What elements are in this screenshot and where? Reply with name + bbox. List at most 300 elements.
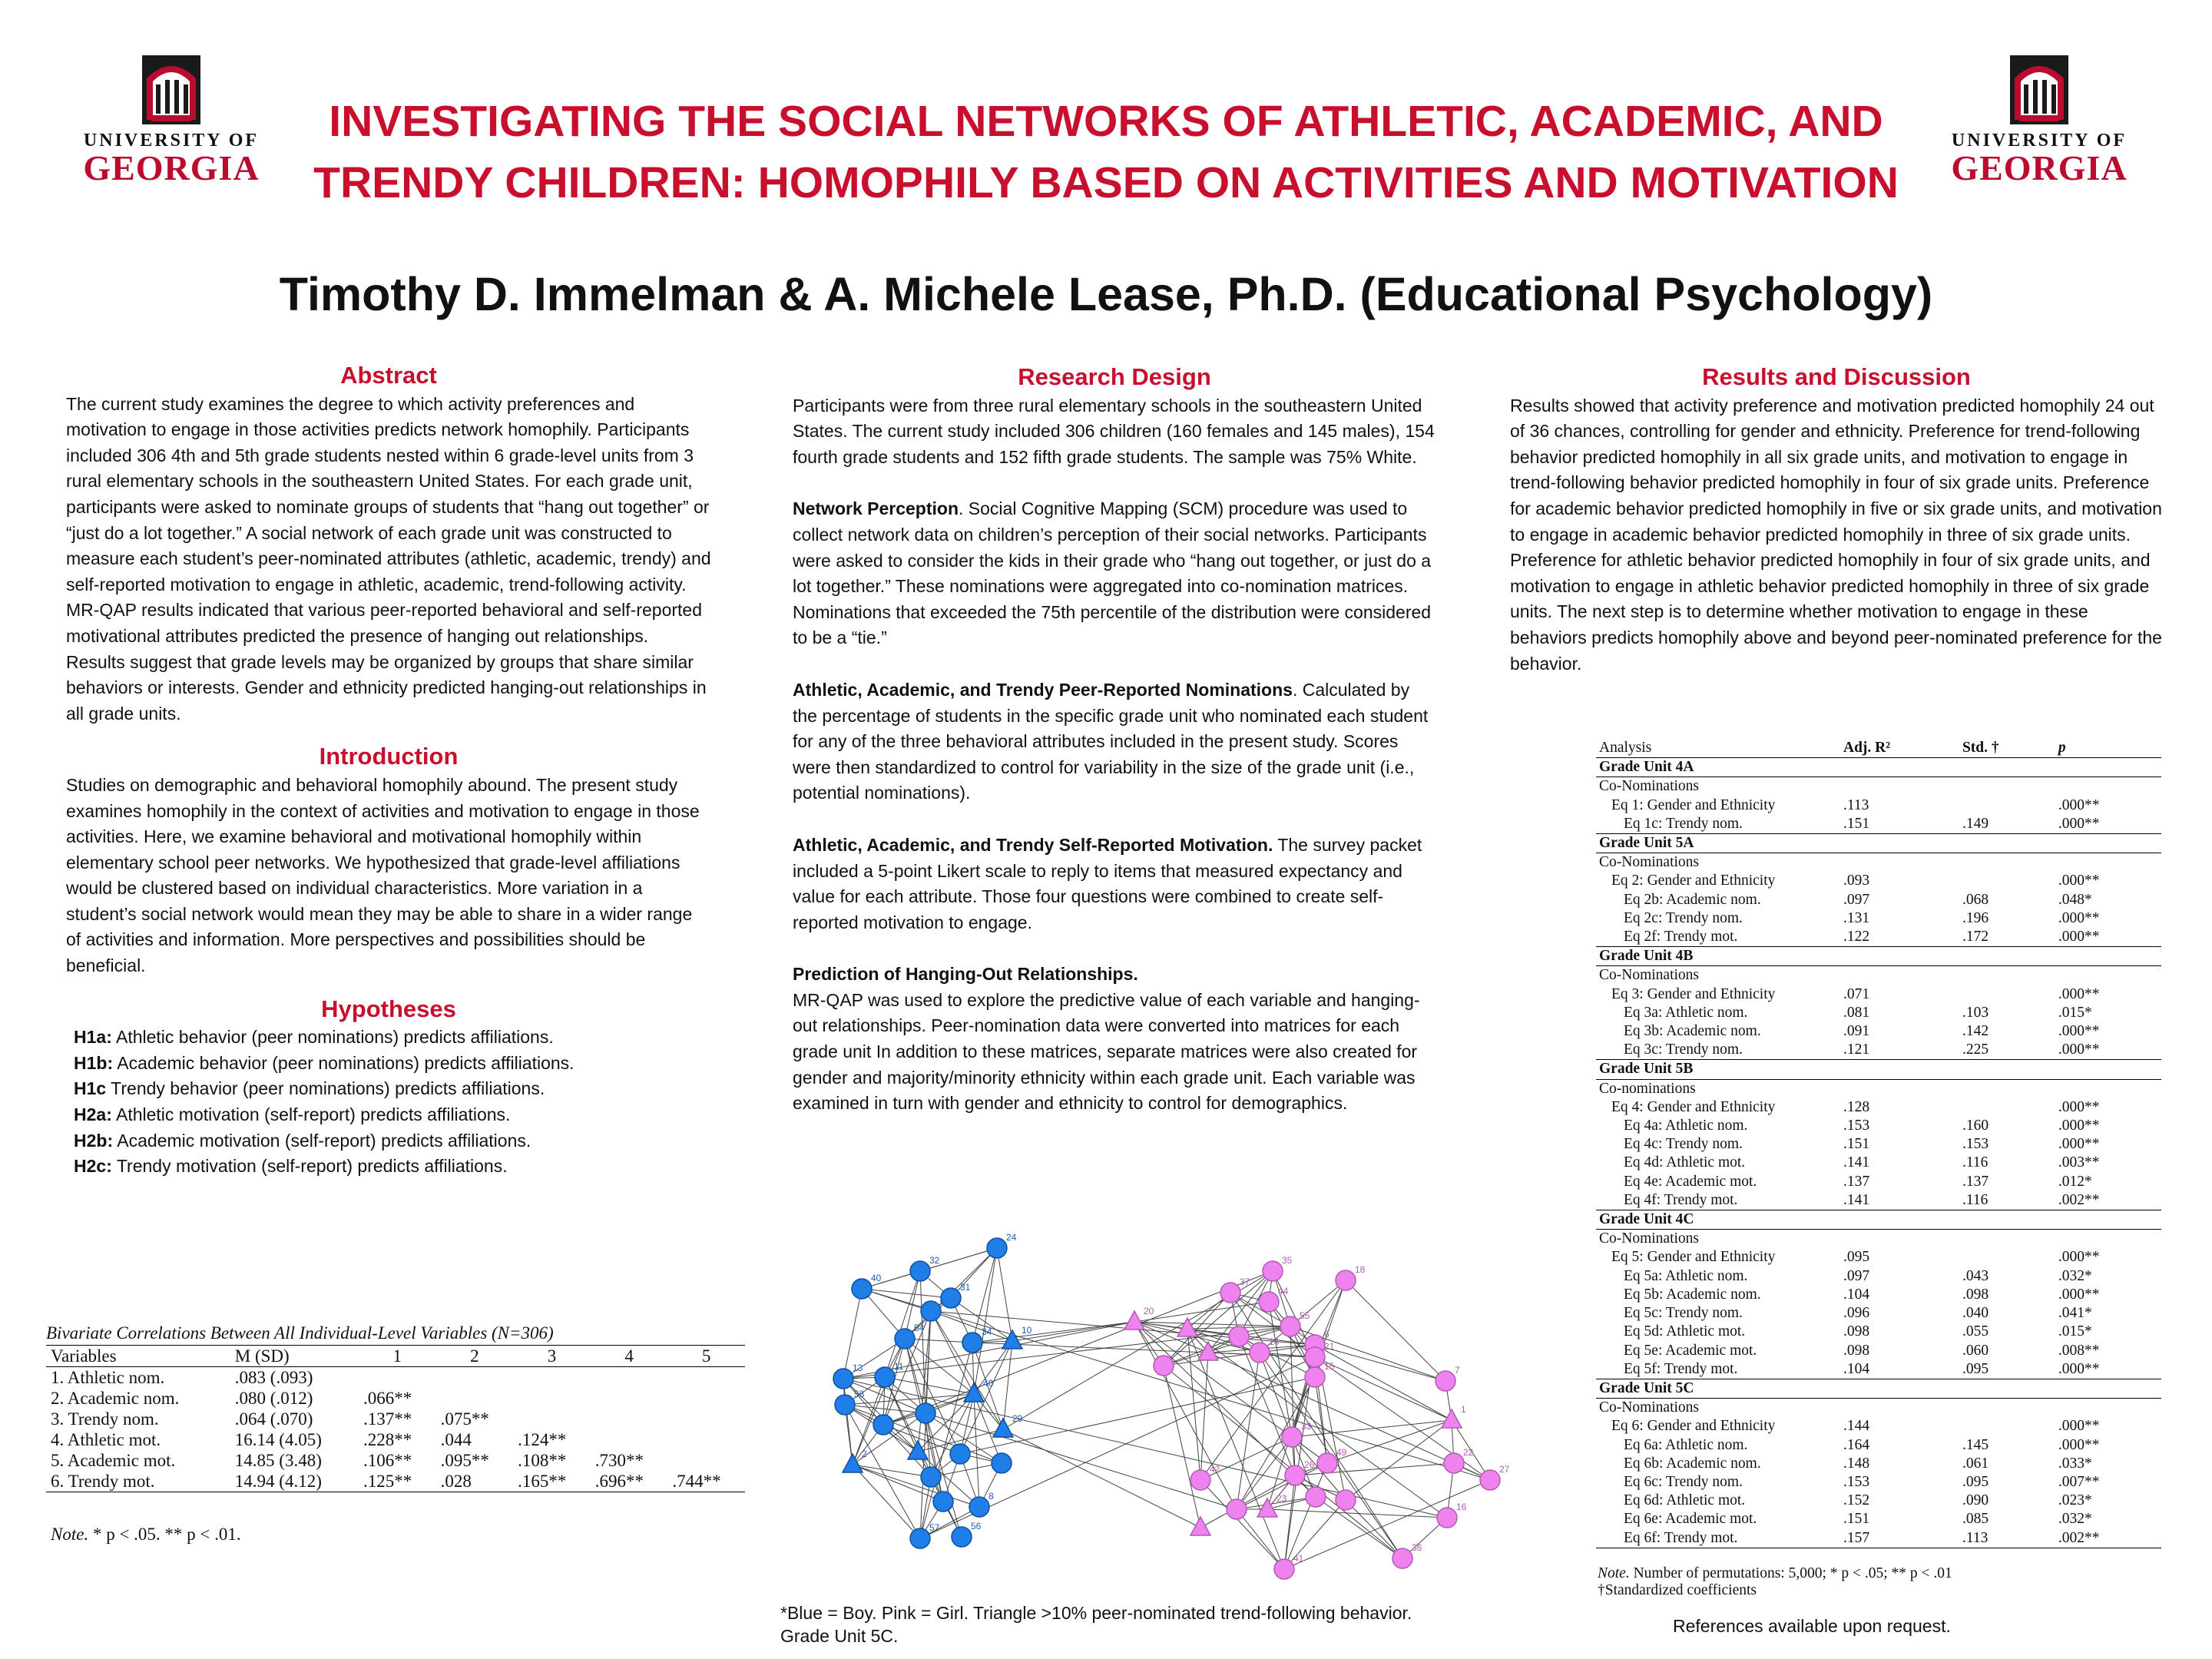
results-cell (1959, 1417, 2055, 1435)
node-label: 10 (1022, 1325, 1032, 1336)
hypothesis-text: Academic behavior (peer nominations) predicts affiliations. (113, 1052, 575, 1073)
hypothesis-label: H1c (74, 1078, 107, 1099)
network-edge (920, 1271, 926, 1413)
bivariate-cell: 6. Trendy mot. (51, 1472, 155, 1491)
results-cell: .098 (1843, 1323, 1870, 1340)
bivariate-row (46, 1409, 745, 1429)
results-row (1596, 1173, 2161, 1191)
introduction-text: Studies on demographic and behavioral homophily abound. The present study examines homophily in the context of activities and motivation to engage in those activities. Here, we examine behavioral and motivational homophily within elementary school peer networks. We hypothesized that grade-level affiliations would be clustered based on individual characteristics. More variation in a student’s social network would mean they may be able to share in a wider range of activities and information. More perspectives and possibilities should be beneficial. (66, 774, 700, 976)
hypothesis-label: H2b: (74, 1130, 114, 1151)
results-cell: Eq 5f: Trendy mot. (1624, 1360, 1738, 1377)
results-cell: .012* (2058, 1173, 2092, 1190)
authors: Timothy D. Immelman & A. Michele Lease, Ph.D. (Educational Psychology) (279, 268, 1933, 320)
results-cell: .055 (1962, 1323, 1989, 1340)
node-label: 26 (1304, 1459, 1315, 1470)
bivariate-cell: .228** (363, 1430, 412, 1449)
bivariate-cell (667, 1450, 745, 1471)
block-heading: Athletic, Academic, and Trendy Peer-Reported Nominations (793, 679, 1293, 700)
results-cell: .196 (1962, 909, 1989, 926)
bivariate-row (46, 1429, 745, 1450)
results-cell: Eq 3a: Athletic nom. (1624, 1004, 1748, 1021)
bivariate-cell: 16.14 (4.05) (234, 1430, 322, 1449)
bivariate-cell: 2. Academic nom. (51, 1389, 180, 1408)
boy-node (950, 1444, 970, 1464)
results-cell: .151 (1843, 1136, 1870, 1153)
introduction-heading: Introduction (319, 743, 459, 770)
results-cell: Eq 2: Gender and Ethnicity (1611, 873, 1776, 889)
girl-node (1317, 1453, 1337, 1473)
logo-line1: UNIVERSITY OF (1951, 131, 2128, 151)
results-cell: Eq 5d: Athletic mot. (1624, 1323, 1746, 1340)
girl-node (1442, 1409, 1462, 1428)
logo-line2: GEORGIA (1951, 148, 2128, 187)
bivariate-cell: .165** (518, 1472, 567, 1491)
title-line-1: INVESTIGATING THE SOCIAL NETWORKS OF ATHLETIC, ACADEMIC, AND (329, 97, 1883, 146)
node-label: 35 (1282, 1255, 1293, 1266)
results-cell: Eq 1: Gender and Ethnicity (1611, 796, 1776, 813)
results-row (1596, 1529, 2161, 1548)
boy-node (852, 1279, 872, 1299)
results-cell: Eq 2f: Trendy mot. (1624, 929, 1738, 945)
network-edge (1316, 1497, 1402, 1558)
bivariate-cell: 4. Athletic mot. (51, 1430, 161, 1449)
results-text: Results showed that activity preference and motivation predicted homophily 24 out of 36 chances, controlling for gender and ethnicity. Preference for trend-following behavior predicted homophily in all six grade units, and motivation to engage in trend-following behavior predicted homophily in four of six grade units. Preference for academic behavior predicted homophily in five or six grade units, and motivation to engage in academic behavior predicted homophily in three of six grade units. Preference for athletic behavior predicted homophily in four of six grade units, and motivation to engage in athletic behavior predicted homophily in three of six grade units. The next step is to determine whether motivation to engage in these behaviors predicts homophily above and beyond peer-nominated preference for the behavior. (1510, 395, 2162, 674)
results-row (1596, 1004, 2161, 1022)
results-group-name: Grade Unit 4B (1596, 947, 2161, 966)
results-cell: .093 (1843, 873, 1870, 889)
results-cell: .164 (1843, 1436, 1870, 1453)
results-sub-row (1596, 1399, 2161, 1418)
node-label: 24 (1006, 1232, 1017, 1243)
results-sub-name: Co-Nominations (1599, 854, 1699, 871)
girl-node (1437, 1508, 1457, 1528)
bivariate-row (46, 1367, 745, 1389)
hypothesis-text: Trendy behavior (peer nominations) predicts affiliations. (106, 1078, 545, 1099)
node-label: 44 (1278, 1286, 1289, 1296)
results-header: Analysis (1596, 739, 1840, 758)
results-sub-row (1596, 1079, 2161, 1098)
node-label: 21 (1324, 1341, 1335, 1352)
results-cell: Eq 6a: Athletic nom. (1624, 1436, 1748, 1453)
bivariate-cell: .075** (440, 1409, 489, 1429)
results-row (1596, 1041, 2161, 1060)
results-cell: Eq 3: Gender and Ethnicity (1611, 985, 1776, 1002)
results-cell: Eq 6d: Athletic mot. (1624, 1492, 1746, 1509)
node-label: 20 (1144, 1306, 1154, 1316)
bivariate-table (46, 1323, 745, 1492)
girl-node (1177, 1318, 1197, 1336)
girl-node (1305, 1367, 1325, 1387)
node-label: 22 (1463, 1447, 1474, 1458)
boy-node (921, 1301, 941, 1321)
results-cell: .148 (1843, 1455, 1870, 1472)
node-label: 14 (1269, 1336, 1280, 1347)
node-label: 58 (854, 1389, 865, 1399)
results-group-row (1596, 1210, 2161, 1230)
results-cell: .137 (1843, 1173, 1870, 1190)
results-cell: Eq 4f: Trendy mot. (1624, 1191, 1738, 1208)
results-cell: .000** (2058, 1041, 2100, 1058)
results-row (1596, 1510, 2161, 1528)
bivariate-cell: .744** (672, 1472, 721, 1491)
network-edge (1315, 1377, 1327, 1463)
bivariate-row (46, 1471, 745, 1492)
boy-node (910, 1528, 930, 1548)
bivariate-note (51, 1525, 241, 1545)
results-row (1596, 1455, 2161, 1473)
girl-node (1259, 1292, 1279, 1312)
results-cell: .153 (1962, 1136, 1989, 1153)
girl-node (1480, 1470, 1500, 1490)
girl-node (1274, 1559, 1294, 1579)
results-cell: Eq 6b: Academic nom. (1624, 1455, 1761, 1472)
hypotheses-heading: Hypotheses (321, 995, 456, 1022)
bivariate-cell: 14.94 (4.12) (234, 1472, 322, 1491)
results-group-row (1596, 834, 2161, 853)
results-cell: Eq 4: Gender and Ethnicity (1611, 1098, 1776, 1115)
node-label: 36 (1412, 1542, 1422, 1553)
boy-node (835, 1395, 855, 1415)
results-sub-name: Co-Nominations (1599, 1399, 1699, 1416)
results-cell: .000** (2058, 1118, 2100, 1134)
boy-node (987, 1238, 1007, 1258)
network-edge (1200, 1480, 1284, 1569)
bivariate-cell: .124** (518, 1430, 567, 1449)
hypothesis-item (74, 1102, 711, 1128)
boy-node (910, 1261, 930, 1281)
block-heading: Network Perception (793, 498, 959, 519)
results-cell (1959, 985, 2055, 1004)
results-cell: .000** (2058, 929, 2100, 945)
boy-node (833, 1369, 853, 1389)
bivariate-cell (591, 1429, 668, 1450)
bivariate-cell (667, 1429, 745, 1450)
network-edge (972, 1322, 1134, 1343)
network-caption-line1: *Blue = Boy. Pink = Girl. Triangle >10% peer-nominated trend-following behavior. (780, 1603, 1412, 1623)
hypothesis-label: H2c: (74, 1156, 112, 1177)
results-cell: .000** (2058, 1436, 2100, 1453)
network-edge (853, 1465, 931, 1477)
bivariate-cell: .095** (440, 1451, 489, 1470)
research-design-intro: Participants were from three rural elementary schools in the southeastern United States. The current study included 306 children (160 females and 145 males), 154 fourth grade students and 152 fifth grade students. The sample was 75% White. (793, 395, 1435, 467)
network-edge (1346, 1420, 1452, 1500)
network-edge (1346, 1280, 1445, 1381)
results-cell: .144 (1843, 1418, 1870, 1435)
right-column (1510, 364, 2163, 677)
results-sub-row (1596, 1230, 2161, 1249)
network-edge (1134, 1322, 1237, 1509)
hypothesis-label: H2a: (74, 1104, 112, 1125)
results-sub-name: Co-Nominations (1599, 778, 1699, 795)
results-cell: .113 (1962, 1529, 1988, 1546)
bivariate-header: 2 (436, 1346, 514, 1367)
girl-node (1250, 1343, 1270, 1363)
results-cell: .000** (2058, 815, 2100, 832)
results-row (1596, 1154, 2161, 1172)
bivariate-note-text: * p < .05. ** p < .01. (88, 1525, 241, 1544)
bivariate-cell: .080 (.012) (234, 1389, 313, 1408)
results-row (1596, 1286, 2161, 1304)
hypothesis-text: Trendy motivation (self-report) predicts affiliations. (111, 1156, 508, 1177)
results-cell: .116 (1962, 1154, 1988, 1171)
boy-node (941, 1288, 961, 1308)
results-group-name: Grade Unit 4A (1596, 758, 2161, 777)
bivariate-row (46, 1450, 745, 1471)
node-label: 8 (988, 1491, 994, 1502)
bivariate-cell: .125** (363, 1472, 412, 1491)
boy-node (962, 1333, 982, 1353)
results-cell: .097 (1843, 891, 1870, 908)
results-cell: .122 (1843, 929, 1870, 945)
research-design-block (793, 833, 1436, 935)
results-cell: .061 (1962, 1455, 1989, 1472)
results-group-row (1596, 1379, 2161, 1398)
results-cell: .091 (1843, 1023, 1870, 1040)
node-label: 32 (929, 1255, 940, 1266)
results-header: p (2055, 739, 2161, 758)
results-cell: Eq 4d: Athletic mot. (1624, 1154, 1746, 1171)
results-cell: Eq 3b: Academic nom. (1624, 1023, 1761, 1040)
node-label: 46 (983, 1378, 994, 1389)
results-cell: .149 (1962, 815, 1989, 832)
block-heading: Athletic, Academic, and Trendy Self-Reported Motivation. (793, 834, 1273, 855)
results-sub-name: Co-nominations (1599, 1080, 1696, 1097)
arch-icon (142, 55, 200, 124)
node-label: 11 (894, 1361, 904, 1372)
bivariate-row (46, 1388, 745, 1409)
results-cell: .000** (2058, 1418, 2100, 1435)
node-label: 1 (1461, 1404, 1466, 1415)
network-edge (974, 1248, 997, 1394)
network-edge (1290, 1326, 1295, 1475)
results-table-note (1598, 1565, 1952, 1599)
results-cell: Eq 3c: Trendy nom. (1624, 1041, 1743, 1058)
node-label: 31 (960, 1282, 971, 1293)
bivariate-cell (591, 1409, 668, 1429)
network-edge (1346, 1500, 1402, 1558)
network-edge (1230, 1293, 1402, 1558)
results-row (1596, 1267, 2161, 1286)
results-cell: .048* (2058, 891, 2092, 908)
bivariate-cell (359, 1367, 436, 1389)
results-note-label: Note. (1598, 1565, 1630, 1581)
results-cell: .097 (1843, 1267, 1870, 1284)
node-label: 6 (1324, 1329, 1330, 1339)
results-cell: Eq 5: Gender and Ethnicity (1611, 1249, 1776, 1266)
results-row (1596, 1022, 2161, 1041)
results-cell: .040 (1962, 1305, 1989, 1322)
results-cell: .151 (1843, 1511, 1870, 1528)
node-label: 37 (1240, 1277, 1250, 1287)
results-cell: .090 (1962, 1492, 1989, 1509)
bivariate-cell: .696** (594, 1472, 644, 1491)
boy-node (895, 1329, 915, 1349)
node-label: 55 (1300, 1310, 1310, 1321)
results-cell: Eq 2c: Trendy nom. (1624, 909, 1743, 926)
results-cell: .007** (2058, 1473, 2100, 1490)
bivariate-cell: .108** (518, 1451, 567, 1470)
bivariate-cell (513, 1409, 591, 1429)
hypothesis-item (74, 1076, 711, 1102)
results-cell: Eq 5e: Academic mot. (1624, 1342, 1757, 1359)
girl-node (1305, 1347, 1325, 1367)
node-label: 49 (1336, 1447, 1347, 1458)
girl-node (1285, 1465, 1305, 1485)
girl-node (1282, 1427, 1302, 1447)
results-cell (1959, 872, 2055, 890)
results-row (1596, 928, 2161, 947)
results-table (1596, 739, 2161, 1548)
node-label: 42 (1210, 1464, 1220, 1475)
girl-node (1220, 1283, 1240, 1303)
results-row (1596, 1417, 2161, 1435)
boy-node (875, 1367, 895, 1387)
results-cell: .095 (1962, 1360, 1989, 1377)
results-header: Std. † (1959, 739, 2055, 758)
bivariate-caption: Bivariate Correlations Between All Individual-Level Variables (N=306) (46, 1323, 554, 1343)
network-edge (1003, 1429, 1200, 1528)
references-note: References available upon request. (1673, 1616, 1951, 1636)
node-label: 29 (1012, 1413, 1023, 1424)
results-cell (1959, 1248, 2055, 1267)
network-edge (1134, 1322, 1290, 1326)
results-cell: .098 (1962, 1286, 1989, 1303)
results-row (1596, 1191, 2161, 1210)
results-sub-row (1596, 853, 2161, 873)
results-group-name: Grade Unit 5A (1596, 834, 2161, 853)
boy-node (952, 1527, 972, 1547)
results-row (1596, 1342, 2161, 1360)
results-cell: .002** (2058, 1529, 2100, 1546)
results-heading: Results and Discussion (1702, 363, 1971, 390)
node-label: 33 (1301, 1421, 1312, 1432)
bivariate-cell (436, 1367, 514, 1389)
girl-node (1190, 1517, 1210, 1535)
results-row (1596, 1248, 2161, 1267)
bivariate-header: 3 (513, 1346, 591, 1367)
results-cell: .085 (1962, 1511, 1989, 1528)
girl-node (1280, 1316, 1300, 1336)
results-group-row (1596, 947, 2161, 966)
results-cell: .113 (1843, 796, 1869, 813)
results-sub-row (1596, 966, 2161, 985)
bivariate-cell (513, 1388, 591, 1409)
boy-node (921, 1467, 941, 1487)
results-cell: Eq 1c: Trendy nom. (1624, 815, 1743, 832)
node-label: 2 (862, 1449, 867, 1459)
network-edge (1003, 1341, 1012, 1429)
results-cell: .000** (2058, 1249, 2100, 1266)
node-label: 13 (853, 1363, 863, 1373)
results-cell: .000** (2058, 909, 2100, 926)
girl-node (1435, 1371, 1455, 1391)
research-design-block (793, 496, 1436, 651)
bivariate-cell: .106** (363, 1451, 412, 1470)
bivariate-cell: 1. Athletic nom. (51, 1368, 165, 1387)
research-design-heading: Research Design (1018, 363, 1211, 390)
results-cell: .023* (2058, 1492, 2092, 1509)
results-sub-name: Co-Nominations (1599, 1230, 1699, 1247)
block-heading: Prediction of Hanging-Out Relationships. (793, 964, 1138, 985)
results-row (1596, 1360, 2161, 1379)
results-cell: Eq 5a: Athletic nom. (1624, 1267, 1748, 1284)
bivariate-cell: .730** (594, 1451, 644, 1470)
results-cell: .103 (1962, 1004, 1989, 1021)
bivariate-cell (667, 1367, 745, 1389)
results-cell: .002** (2058, 1191, 2100, 1208)
boy-node (843, 1454, 863, 1472)
results-cell: Eq 4e: Academic mot. (1624, 1173, 1757, 1190)
bivariate-cell: .083 (.093) (234, 1368, 313, 1387)
results-cell (1959, 1098, 2055, 1117)
left-column (66, 363, 711, 1180)
bivariate-header: 5 (667, 1346, 745, 1367)
logo-line1: UNIVERSITY OF (83, 131, 260, 151)
results-group-name: Grade Unit 4C (1596, 1210, 2161, 1230)
bivariate-cell (667, 1409, 745, 1429)
results-cell: .098 (1843, 1342, 1870, 1359)
girl-node (1263, 1261, 1283, 1281)
results-note-2: †Standardized coefficients (1598, 1582, 1757, 1598)
results-cell: .000** (2058, 796, 2100, 813)
results-header: Adj. R² (1840, 739, 1959, 758)
hypothesis-text: Athletic motivation (self-report) predicts affiliations. (111, 1104, 511, 1125)
girl-node (1124, 1311, 1144, 1330)
network-caption-line2: Grade Unit 5C. (780, 1626, 899, 1646)
results-cell: .015* (2058, 1004, 2092, 1021)
network-edge (1134, 1302, 1269, 1322)
results-cell: .095 (1843, 1249, 1870, 1266)
network-edge (1315, 1345, 1445, 1381)
network-edge (1237, 1353, 1260, 1509)
arch-icon (2010, 55, 2068, 124)
results-group-row (1596, 1060, 2161, 1079)
results-row (1596, 1436, 2161, 1455)
results-cell: .137 (1962, 1173, 1989, 1190)
results-cell: Eq 6: Gender and Ethnicity (1611, 1418, 1776, 1435)
results-row (1596, 891, 2161, 909)
results-row (1596, 796, 2161, 815)
results-cell: .096 (1843, 1305, 1870, 1322)
results-cell: .152 (1843, 1492, 1870, 1509)
results-cell: .081 (1843, 1004, 1870, 1021)
results-cell: .116 (1962, 1191, 1988, 1208)
bivariate-cell (667, 1388, 745, 1409)
results-row (1596, 1117, 2161, 1135)
network-caption (780, 1601, 1412, 1647)
network-edge (1315, 1345, 1452, 1420)
hypothesis-label: H1a: (74, 1027, 112, 1048)
results-cell: .153 (1843, 1118, 1870, 1134)
network-edge (997, 1248, 1012, 1341)
middle-column (793, 364, 1436, 1117)
logo-line2: GEORGIA (83, 148, 260, 187)
results-cell: .141 (1843, 1191, 1870, 1208)
results-cell: .041* (2058, 1305, 2092, 1322)
results-cell: Eq 4a: Athletic nom. (1624, 1118, 1748, 1134)
results-cell: Eq 6f: Trendy mot. (1624, 1529, 1738, 1546)
results-cell: .141 (1843, 1154, 1870, 1171)
hypothesis-item (74, 1025, 711, 1051)
bivariate-cell (436, 1388, 514, 1409)
bivariate-header: 4 (591, 1346, 668, 1367)
bivariate-header: 1 (359, 1346, 436, 1367)
bivariate-cell: .028 (440, 1472, 472, 1491)
bivariate-cell (591, 1388, 668, 1409)
results-row (1596, 872, 2161, 890)
bivariate-cell (591, 1367, 668, 1389)
results-row (1596, 985, 2161, 1004)
